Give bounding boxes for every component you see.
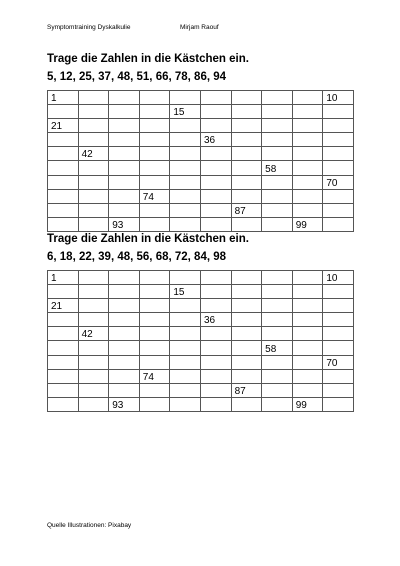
grid-cell[interactable] <box>78 383 109 397</box>
grid-cell[interactable]: 36 <box>200 133 231 147</box>
page-header <box>47 24 219 31</box>
grid-cell[interactable] <box>170 147 201 161</box>
grid-cell[interactable] <box>292 119 323 133</box>
grid-cell[interactable] <box>323 203 354 217</box>
grid-row <box>48 175 354 189</box>
grid-cell[interactable] <box>48 341 79 355</box>
grid-cell[interactable] <box>48 133 79 147</box>
grid-cell[interactable] <box>231 341 262 355</box>
grid-cell[interactable] <box>139 161 170 175</box>
grid-cell[interactable] <box>109 369 140 383</box>
grid-cell[interactable] <box>78 175 109 189</box>
grid-cell[interactable] <box>109 285 140 299</box>
grid-cell[interactable] <box>170 355 201 369</box>
grid-cell[interactable] <box>231 271 262 285</box>
grid-cell[interactable] <box>323 189 354 203</box>
grid-cell[interactable] <box>109 327 140 341</box>
header-author: Mirjam Raouf <box>180 24 219 31</box>
grid-cell[interactable]: 21 <box>48 299 79 313</box>
grid-cell[interactable] <box>139 175 170 189</box>
grid-cell[interactable] <box>200 119 231 133</box>
grid-cell[interactable] <box>109 175 140 189</box>
grid-cell[interactable] <box>323 341 354 355</box>
grid-cell[interactable] <box>139 397 170 411</box>
grid-cell[interactable] <box>323 313 354 327</box>
grid-row <box>48 313 354 327</box>
grid-cell[interactable] <box>323 119 354 133</box>
grid-cell[interactable] <box>231 133 262 147</box>
grid-cell[interactable]: 99 <box>292 217 323 231</box>
grid-cell[interactable] <box>292 189 323 203</box>
grid-cell[interactable]: 58 <box>262 161 293 175</box>
grid-cell[interactable] <box>231 161 262 175</box>
grid-cell[interactable]: 1 <box>48 91 79 105</box>
grid-cell[interactable] <box>200 203 231 217</box>
grid-cell[interactable]: 99 <box>292 397 323 411</box>
grid-row <box>48 147 354 161</box>
grid-cell[interactable] <box>200 271 231 285</box>
grid-cell[interactable] <box>139 327 170 341</box>
grid-cell[interactable] <box>323 299 354 313</box>
grid-cell[interactable] <box>292 175 323 189</box>
grid-cell[interactable] <box>262 327 293 341</box>
grid-cell[interactable] <box>48 189 79 203</box>
grid-cell[interactable] <box>139 355 170 369</box>
grid-cell[interactable] <box>292 383 323 397</box>
grid-row <box>48 189 354 203</box>
grid-row <box>48 217 354 231</box>
grid-cell[interactable] <box>323 285 354 299</box>
grid-cell[interactable] <box>292 327 323 341</box>
grid-cell[interactable] <box>170 341 201 355</box>
grid-cell[interactable] <box>170 313 201 327</box>
grid-cell[interactable] <box>292 161 323 175</box>
grid-row <box>48 203 354 217</box>
grid-cell[interactable] <box>231 369 262 383</box>
grid-row <box>48 397 354 411</box>
grid-cell[interactable] <box>262 189 293 203</box>
grid-cell[interactable] <box>109 189 140 203</box>
grid-cell[interactable] <box>262 383 293 397</box>
grid-row <box>48 383 354 397</box>
grid-cell[interactable]: 42 <box>78 327 109 341</box>
grid-cell[interactable] <box>109 313 140 327</box>
grid-cell[interactable] <box>139 91 170 105</box>
grid-cell[interactable] <box>170 175 201 189</box>
grid-cell[interactable] <box>231 217 262 231</box>
grid-cell[interactable] <box>323 383 354 397</box>
grid-cell[interactable] <box>48 203 79 217</box>
grid-cell[interactable] <box>78 285 109 299</box>
exercise-2 <box>47 232 353 412</box>
grid-cell[interactable] <box>78 133 109 147</box>
grid-cell[interactable] <box>231 175 262 189</box>
grid-cell[interactable] <box>139 383 170 397</box>
grid-cell[interactable] <box>323 133 354 147</box>
grid-cell[interactable] <box>262 397 293 411</box>
grid-cell[interactable] <box>139 271 170 285</box>
grid-cell[interactable] <box>139 147 170 161</box>
grid-cell[interactable]: 42 <box>78 147 109 161</box>
grid-row <box>48 119 354 133</box>
grid-cell[interactable] <box>323 397 354 411</box>
grid-cell[interactable] <box>78 217 109 231</box>
grid-row <box>48 133 354 147</box>
grid-cell[interactable] <box>170 271 201 285</box>
grid-cell[interactable]: 15 <box>170 285 201 299</box>
grid-cell[interactable] <box>109 271 140 285</box>
grid-cell[interactable] <box>139 119 170 133</box>
exercise-instruction: Trage die Zahlen in die Kästchen ein. <box>47 233 249 245</box>
grid-cell[interactable] <box>170 119 201 133</box>
grid-cell[interactable] <box>292 285 323 299</box>
grid-cell[interactable] <box>200 285 231 299</box>
grid-cell[interactable] <box>48 327 79 341</box>
grid-cell[interactable] <box>109 147 140 161</box>
grid-cell[interactable] <box>170 189 201 203</box>
grid-cell[interactable] <box>262 175 293 189</box>
grid-cell[interactable]: 74 <box>139 369 170 383</box>
grid-cell[interactable] <box>262 313 293 327</box>
grid-cell[interactable] <box>78 299 109 313</box>
grid-cell[interactable]: 1 <box>48 271 79 285</box>
grid-cell[interactable] <box>292 133 323 147</box>
grid-cell[interactable] <box>200 175 231 189</box>
grid-cell[interactable] <box>323 161 354 175</box>
grid-row <box>48 91 354 105</box>
grid-cell[interactable] <box>170 203 201 217</box>
grid-cell[interactable] <box>323 369 354 383</box>
grid-cell[interactable] <box>78 105 109 119</box>
number-grid <box>47 270 354 412</box>
grid-row <box>48 105 354 119</box>
grid-cell[interactable] <box>262 119 293 133</box>
grid-cell[interactable] <box>323 105 354 119</box>
grid-cell[interactable] <box>170 217 201 231</box>
grid-cell[interactable] <box>48 369 79 383</box>
grid-cell[interactable] <box>170 383 201 397</box>
grid-cell[interactable] <box>292 147 323 161</box>
grid-cell[interactable] <box>262 105 293 119</box>
grid-cell[interactable] <box>262 133 293 147</box>
grid-cell[interactable] <box>231 147 262 161</box>
grid-cell[interactable] <box>231 105 262 119</box>
grid-cell[interactable] <box>48 175 79 189</box>
grid-cell[interactable] <box>139 341 170 355</box>
grid-row <box>48 369 354 383</box>
grid-cell[interactable] <box>170 133 201 147</box>
grid-cell[interactable] <box>231 313 262 327</box>
grid-cell[interactable] <box>262 217 293 231</box>
grid-cell[interactable] <box>262 369 293 383</box>
grid-cell[interactable] <box>78 341 109 355</box>
grid-cell[interactable] <box>231 299 262 313</box>
grid-cell[interactable] <box>292 341 323 355</box>
grid-cell[interactable]: 93 <box>109 397 140 411</box>
grid-cell[interactable] <box>78 189 109 203</box>
grid-cell[interactable] <box>170 327 201 341</box>
grid-cell[interactable] <box>323 217 354 231</box>
grid-cell[interactable] <box>231 355 262 369</box>
grid-cell[interactable] <box>78 91 109 105</box>
grid-cell[interactable]: 74 <box>139 189 170 203</box>
grid-cell[interactable]: 70 <box>323 355 354 369</box>
grid-cell[interactable] <box>292 299 323 313</box>
grid-cell[interactable] <box>48 397 79 411</box>
page-footer: Quelle Illustrationen: Pixabay <box>47 522 132 529</box>
grid-cell[interactable]: 36 <box>200 313 231 327</box>
grid-cell[interactable] <box>139 299 170 313</box>
grid-cell[interactable] <box>200 105 231 119</box>
grid-row <box>48 327 354 341</box>
header-title: Symptomtraining Dyskalkulie <box>47 24 131 31</box>
grid-cell[interactable] <box>200 369 231 383</box>
grid-cell[interactable] <box>292 369 323 383</box>
grid-cell[interactable] <box>262 147 293 161</box>
grid-cell[interactable] <box>200 397 231 411</box>
grid-cell[interactable] <box>78 271 109 285</box>
grid-cell[interactable]: 15 <box>170 105 201 119</box>
grid-cell[interactable] <box>200 147 231 161</box>
exercise-instruction: Trage die Zahlen in die Kästchen ein. <box>47 53 249 65</box>
grid-cell[interactable] <box>170 397 201 411</box>
grid-cell[interactable] <box>109 91 140 105</box>
grid-cell[interactable] <box>48 147 79 161</box>
grid-cell[interactable] <box>200 327 231 341</box>
grid-cell[interactable]: 10 <box>323 91 354 105</box>
grid-cell[interactable] <box>262 355 293 369</box>
grid-cell[interactable]: 87 <box>231 383 262 397</box>
grid-cell[interactable] <box>323 327 354 341</box>
grid-cell[interactable] <box>200 217 231 231</box>
grid-row <box>48 341 354 355</box>
grid-cell[interactable] <box>48 355 79 369</box>
grid-cell[interactable] <box>78 203 109 217</box>
grid-cell[interactable] <box>139 105 170 119</box>
grid-cell[interactable] <box>139 203 170 217</box>
grid-cell[interactable] <box>292 313 323 327</box>
grid-cell[interactable] <box>292 355 323 369</box>
grid-cell[interactable]: 70 <box>323 175 354 189</box>
grid-cell[interactable] <box>109 341 140 355</box>
grid-cell[interactable] <box>262 271 293 285</box>
grid-cell[interactable] <box>139 285 170 299</box>
grid-cell[interactable] <box>48 285 79 299</box>
grid-row <box>48 285 354 299</box>
grid-cell[interactable] <box>109 203 140 217</box>
grid-cell[interactable] <box>109 161 140 175</box>
grid-cell[interactable] <box>262 285 293 299</box>
exercise-numbers: 5, 12, 25, 37, 48, 51, 66, 78, 86, 94 <box>47 71 227 83</box>
grid-cell[interactable] <box>262 203 293 217</box>
grid-cell[interactable]: 87 <box>231 203 262 217</box>
grid-cell[interactable] <box>48 313 79 327</box>
grid-cell[interactable] <box>292 105 323 119</box>
grid-cell[interactable] <box>78 355 109 369</box>
exercise-1 <box>47 52 353 232</box>
grid-cell[interactable] <box>231 119 262 133</box>
grid-cell[interactable] <box>78 397 109 411</box>
grid-cell[interactable] <box>78 119 109 133</box>
grid-cell[interactable] <box>200 189 231 203</box>
grid-cell[interactable] <box>170 161 201 175</box>
grid-cell[interactable] <box>231 327 262 341</box>
grid-cell[interactable] <box>109 133 140 147</box>
grid-cell[interactable] <box>170 299 201 313</box>
grid-cell[interactable] <box>109 383 140 397</box>
grid-cell[interactable] <box>170 91 201 105</box>
grid-cell[interactable]: 93 <box>109 217 140 231</box>
grid-cell[interactable] <box>109 105 140 119</box>
grid-cell[interactable] <box>48 217 79 231</box>
grid-cell[interactable] <box>323 147 354 161</box>
grid-row <box>48 271 354 285</box>
grid-cell[interactable] <box>48 383 79 397</box>
grid-cell[interactable] <box>139 313 170 327</box>
grid-cell[interactable] <box>109 299 140 313</box>
grid-cell[interactable] <box>78 313 109 327</box>
grid-row <box>48 299 354 313</box>
grid-cell[interactable] <box>231 91 262 105</box>
grid-cell[interactable]: 58 <box>262 341 293 355</box>
grid-cell[interactable] <box>200 383 231 397</box>
grid-row <box>48 161 354 175</box>
grid-cell[interactable] <box>200 355 231 369</box>
grid-cell[interactable] <box>200 91 231 105</box>
grid-cell[interactable]: 21 <box>48 119 79 133</box>
grid-cell[interactable] <box>170 369 201 383</box>
number-grid <box>47 90 354 232</box>
grid-cell[interactable] <box>292 91 323 105</box>
grid-cell[interactable] <box>48 105 79 119</box>
grid-cell[interactable] <box>48 161 79 175</box>
grid-cell[interactable] <box>139 133 170 147</box>
grid-cell[interactable] <box>262 299 293 313</box>
grid-cell[interactable] <box>231 397 262 411</box>
grid-cell[interactable] <box>200 161 231 175</box>
grid-cell[interactable] <box>78 369 109 383</box>
grid-cell[interactable] <box>231 189 262 203</box>
grid-cell[interactable] <box>109 119 140 133</box>
grid-cell[interactable] <box>109 355 140 369</box>
grid-row <box>48 355 354 369</box>
exercise-numbers: 6, 18, 22, 39, 48, 56, 68, 72, 84, 98 <box>47 251 227 263</box>
grid-cell[interactable] <box>292 203 323 217</box>
grid-cell[interactable] <box>292 271 323 285</box>
grid-cell[interactable] <box>139 217 170 231</box>
grid-cell[interactable] <box>200 341 231 355</box>
grid-cell[interactable] <box>200 299 231 313</box>
grid-cell[interactable] <box>262 91 293 105</box>
grid-cell[interactable] <box>78 161 109 175</box>
grid-cell[interactable] <box>231 285 262 299</box>
grid-cell[interactable]: 10 <box>323 271 354 285</box>
